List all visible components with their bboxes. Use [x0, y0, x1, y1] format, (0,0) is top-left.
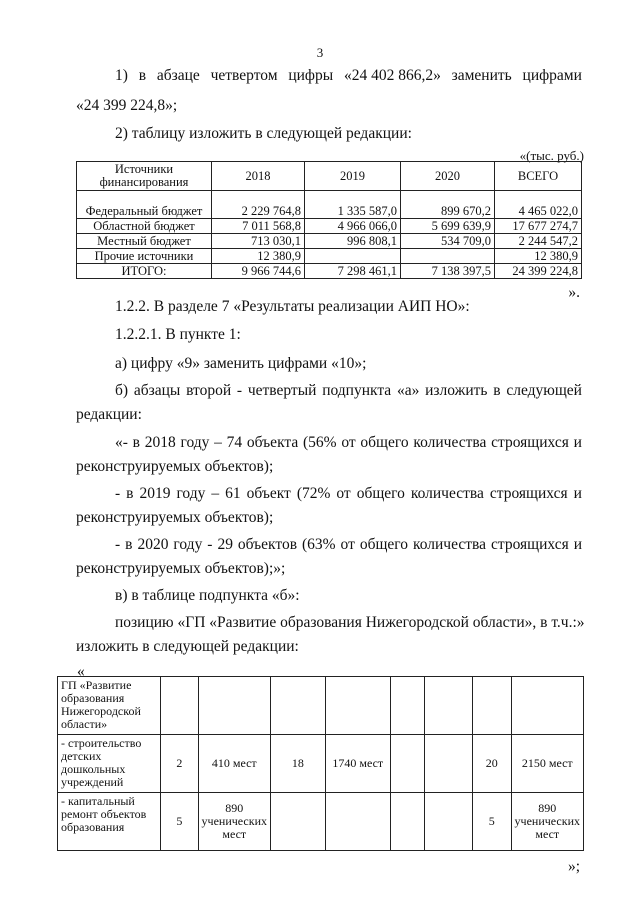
word: заменить	[451, 67, 512, 84]
word: цифры	[288, 67, 334, 84]
financing-table	[76, 161, 582, 279]
word: (63%	[301, 536, 336, 553]
word: «а»	[396, 382, 420, 399]
word: от	[336, 485, 351, 502]
value-cell: 890 ученических мест	[511, 793, 583, 851]
word: 1)	[115, 67, 128, 84]
closing-quote-final: »;	[567, 858, 580, 875]
value-cell: 2	[161, 735, 198, 793]
quote-2019-line-2: реконструируемых объектов);	[76, 509, 274, 526]
value-cell	[198, 677, 270, 735]
value-cell: 12 380,9	[495, 249, 582, 264]
word: и	[573, 536, 582, 553]
word: 29	[217, 536, 233, 553]
word: (72%	[296, 485, 331, 502]
table-row	[77, 234, 582, 249]
value-cell: 2 244 547,2	[495, 234, 582, 249]
word: в	[493, 382, 501, 399]
word: 2020	[137, 536, 169, 553]
word: объекта	[246, 434, 299, 451]
value-cell: 534 709,0	[401, 234, 495, 249]
word: «24 402 866,2»	[343, 67, 441, 84]
word: строящихся	[490, 536, 569, 553]
item-1-2-2: 1.2.2. В разделе 7 «Результаты реализации АИП НО»:	[115, 298, 470, 315]
quote-2019-line-1	[115, 484, 582, 504]
source-cell: Прочие источники	[77, 249, 212, 264]
value-cell: 1 335 587,0	[305, 191, 401, 219]
value-cell: 1740 мест	[325, 735, 390, 793]
paragraph-1-line-1	[115, 66, 582, 86]
value-cell	[425, 735, 473, 793]
word: 2018	[144, 434, 176, 451]
item-1-2-2-1: 1.2.2.1. В пункте 1:	[115, 326, 241, 343]
word: строящихся	[491, 434, 569, 451]
value-cell	[161, 677, 198, 735]
value-cell: 9 966 744,6	[212, 264, 305, 279]
item-a: а) цифру «9» заменить цифрами «10»;	[115, 355, 367, 372]
word: количества	[410, 485, 484, 502]
value-cell	[390, 735, 425, 793]
header-cell: 2019	[305, 162, 401, 191]
word: –	[211, 485, 220, 502]
word: изложить	[425, 382, 488, 399]
header-cell: 2020	[401, 162, 495, 191]
value-cell	[425, 677, 473, 735]
value-cell: 24 399 224,8	[495, 264, 582, 279]
word: -	[236, 382, 243, 399]
word: четвертый	[247, 382, 317, 399]
value-cell: 18	[271, 735, 326, 793]
value-cell	[271, 793, 326, 851]
word: от	[341, 434, 356, 451]
value-cell: 899 670,2	[401, 191, 495, 219]
value-cell	[473, 677, 512, 735]
word: следующей	[506, 382, 582, 399]
word: 74	[226, 434, 243, 451]
word: четвертом	[210, 67, 278, 84]
word: -	[207, 536, 213, 553]
table-total-row	[77, 264, 582, 279]
header-cell: Источники финансирования	[77, 162, 212, 191]
table-row	[77, 191, 582, 219]
closing-quote: ».	[568, 284, 580, 301]
value-cell: 5	[161, 793, 198, 851]
value-cell	[305, 249, 401, 264]
word: общего	[360, 434, 409, 451]
table-row	[77, 249, 582, 264]
name-cell: - строительство детских дошкольных учреждений	[58, 735, 161, 793]
table-row	[58, 735, 584, 793]
word: -	[115, 485, 121, 502]
word: 2019	[139, 485, 171, 502]
value-cell	[390, 677, 425, 735]
word: 61	[225, 485, 241, 502]
word: абзацы	[133, 382, 181, 399]
table-row	[77, 219, 582, 234]
value-cell	[425, 793, 473, 851]
value-cell: 713 030,1	[212, 234, 305, 249]
value-cell: 12 380,9	[212, 249, 305, 264]
source-cell: Федеральный бюджет	[77, 191, 212, 219]
value-cell: 5	[473, 793, 512, 851]
value-cell: 890 ученических мест	[198, 793, 270, 851]
header-cell: ВСЕГО	[495, 162, 582, 191]
value-cell	[511, 677, 583, 735]
word: абзаце	[156, 67, 200, 84]
page-number: 3	[316, 45, 324, 60]
word: общего	[356, 485, 405, 502]
unit-label: «(тыс. руб.)	[519, 148, 584, 163]
word: в	[125, 536, 133, 553]
value-cell	[325, 677, 390, 735]
value-cell: 5 699 639,9	[401, 219, 495, 234]
word: году	[176, 485, 206, 502]
value-cell: 7 298 461,1	[305, 264, 401, 279]
quote-2020-line-1	[115, 535, 582, 555]
value-cell: 2 229 764,8	[212, 191, 305, 219]
word: количества	[413, 434, 487, 451]
position-table	[57, 676, 584, 851]
paragraph-2: 2) таблицу изложить в следующей редакции:	[115, 125, 412, 142]
value-cell: 20	[473, 735, 512, 793]
value-cell: 4 465 022,0	[495, 191, 582, 219]
name-cell: - капитальный ремонт объектов образования	[58, 793, 161, 851]
quote-2018-line-1	[115, 433, 582, 453]
word: году	[173, 536, 203, 553]
word: объект	[246, 485, 291, 502]
value-cell	[271, 677, 326, 735]
source-cell: ИТОГО:	[77, 264, 212, 279]
value-cell	[325, 793, 390, 851]
quote-2020-line-2: реконструируемых объектов);»;	[76, 560, 286, 577]
position-line-2: изложить в следующей редакции:	[76, 638, 299, 655]
word: б)	[115, 382, 129, 399]
word: подпункта	[322, 382, 392, 399]
value-cell	[390, 793, 425, 851]
word: общего	[359, 536, 409, 553]
item-b-line-2: редакции:	[76, 406, 142, 423]
word: цифрами	[522, 67, 582, 84]
word: объектов	[237, 536, 298, 553]
value-cell: 17 677 274,7	[495, 219, 582, 234]
word: и	[573, 434, 582, 451]
name-cell: ГП «Развитие образования Нижегородской области»	[58, 677, 161, 735]
value-cell: 7 138 397,5	[401, 264, 495, 279]
word: и	[573, 485, 582, 502]
value-cell: 410 мест	[198, 735, 270, 793]
value-cell: 2150 мест	[511, 735, 583, 793]
item-v: в) в таблице подпункта «б»:	[115, 587, 300, 604]
value-cell: 996 808,1	[305, 234, 401, 249]
opening-quote: «	[77, 663, 85, 680]
word: –	[214, 434, 222, 451]
header-cell: 2018	[212, 162, 305, 191]
word: -	[115, 536, 121, 553]
word: в	[126, 485, 134, 502]
word: (56%	[303, 434, 337, 451]
word: второй	[186, 382, 232, 399]
table-row	[58, 793, 584, 851]
position-line-1: позицию «ГП «Развитие образования Нижегородской области», в т.ч.:»	[115, 614, 585, 631]
source-cell: Местный бюджет	[77, 234, 212, 249]
table-row	[58, 677, 584, 735]
value-cell: 7 011 568,8	[212, 219, 305, 234]
word: году	[180, 434, 210, 451]
paragraph-1-line-2: «24 399 224,8»;	[76, 97, 178, 114]
table-header-row	[77, 162, 582, 191]
word: «-	[115, 434, 128, 451]
word: в	[138, 67, 147, 84]
word: строящихся	[489, 485, 568, 502]
quote-2018-line-2: реконструируемых объектов);	[76, 458, 274, 475]
item-b-line-1	[115, 381, 582, 401]
word: количества	[412, 536, 487, 553]
value-cell	[401, 249, 495, 264]
word: от	[340, 536, 355, 553]
word: в	[132, 434, 140, 451]
value-cell: 4 966 066,0	[305, 219, 401, 234]
source-cell: Областной бюджет	[77, 219, 212, 234]
